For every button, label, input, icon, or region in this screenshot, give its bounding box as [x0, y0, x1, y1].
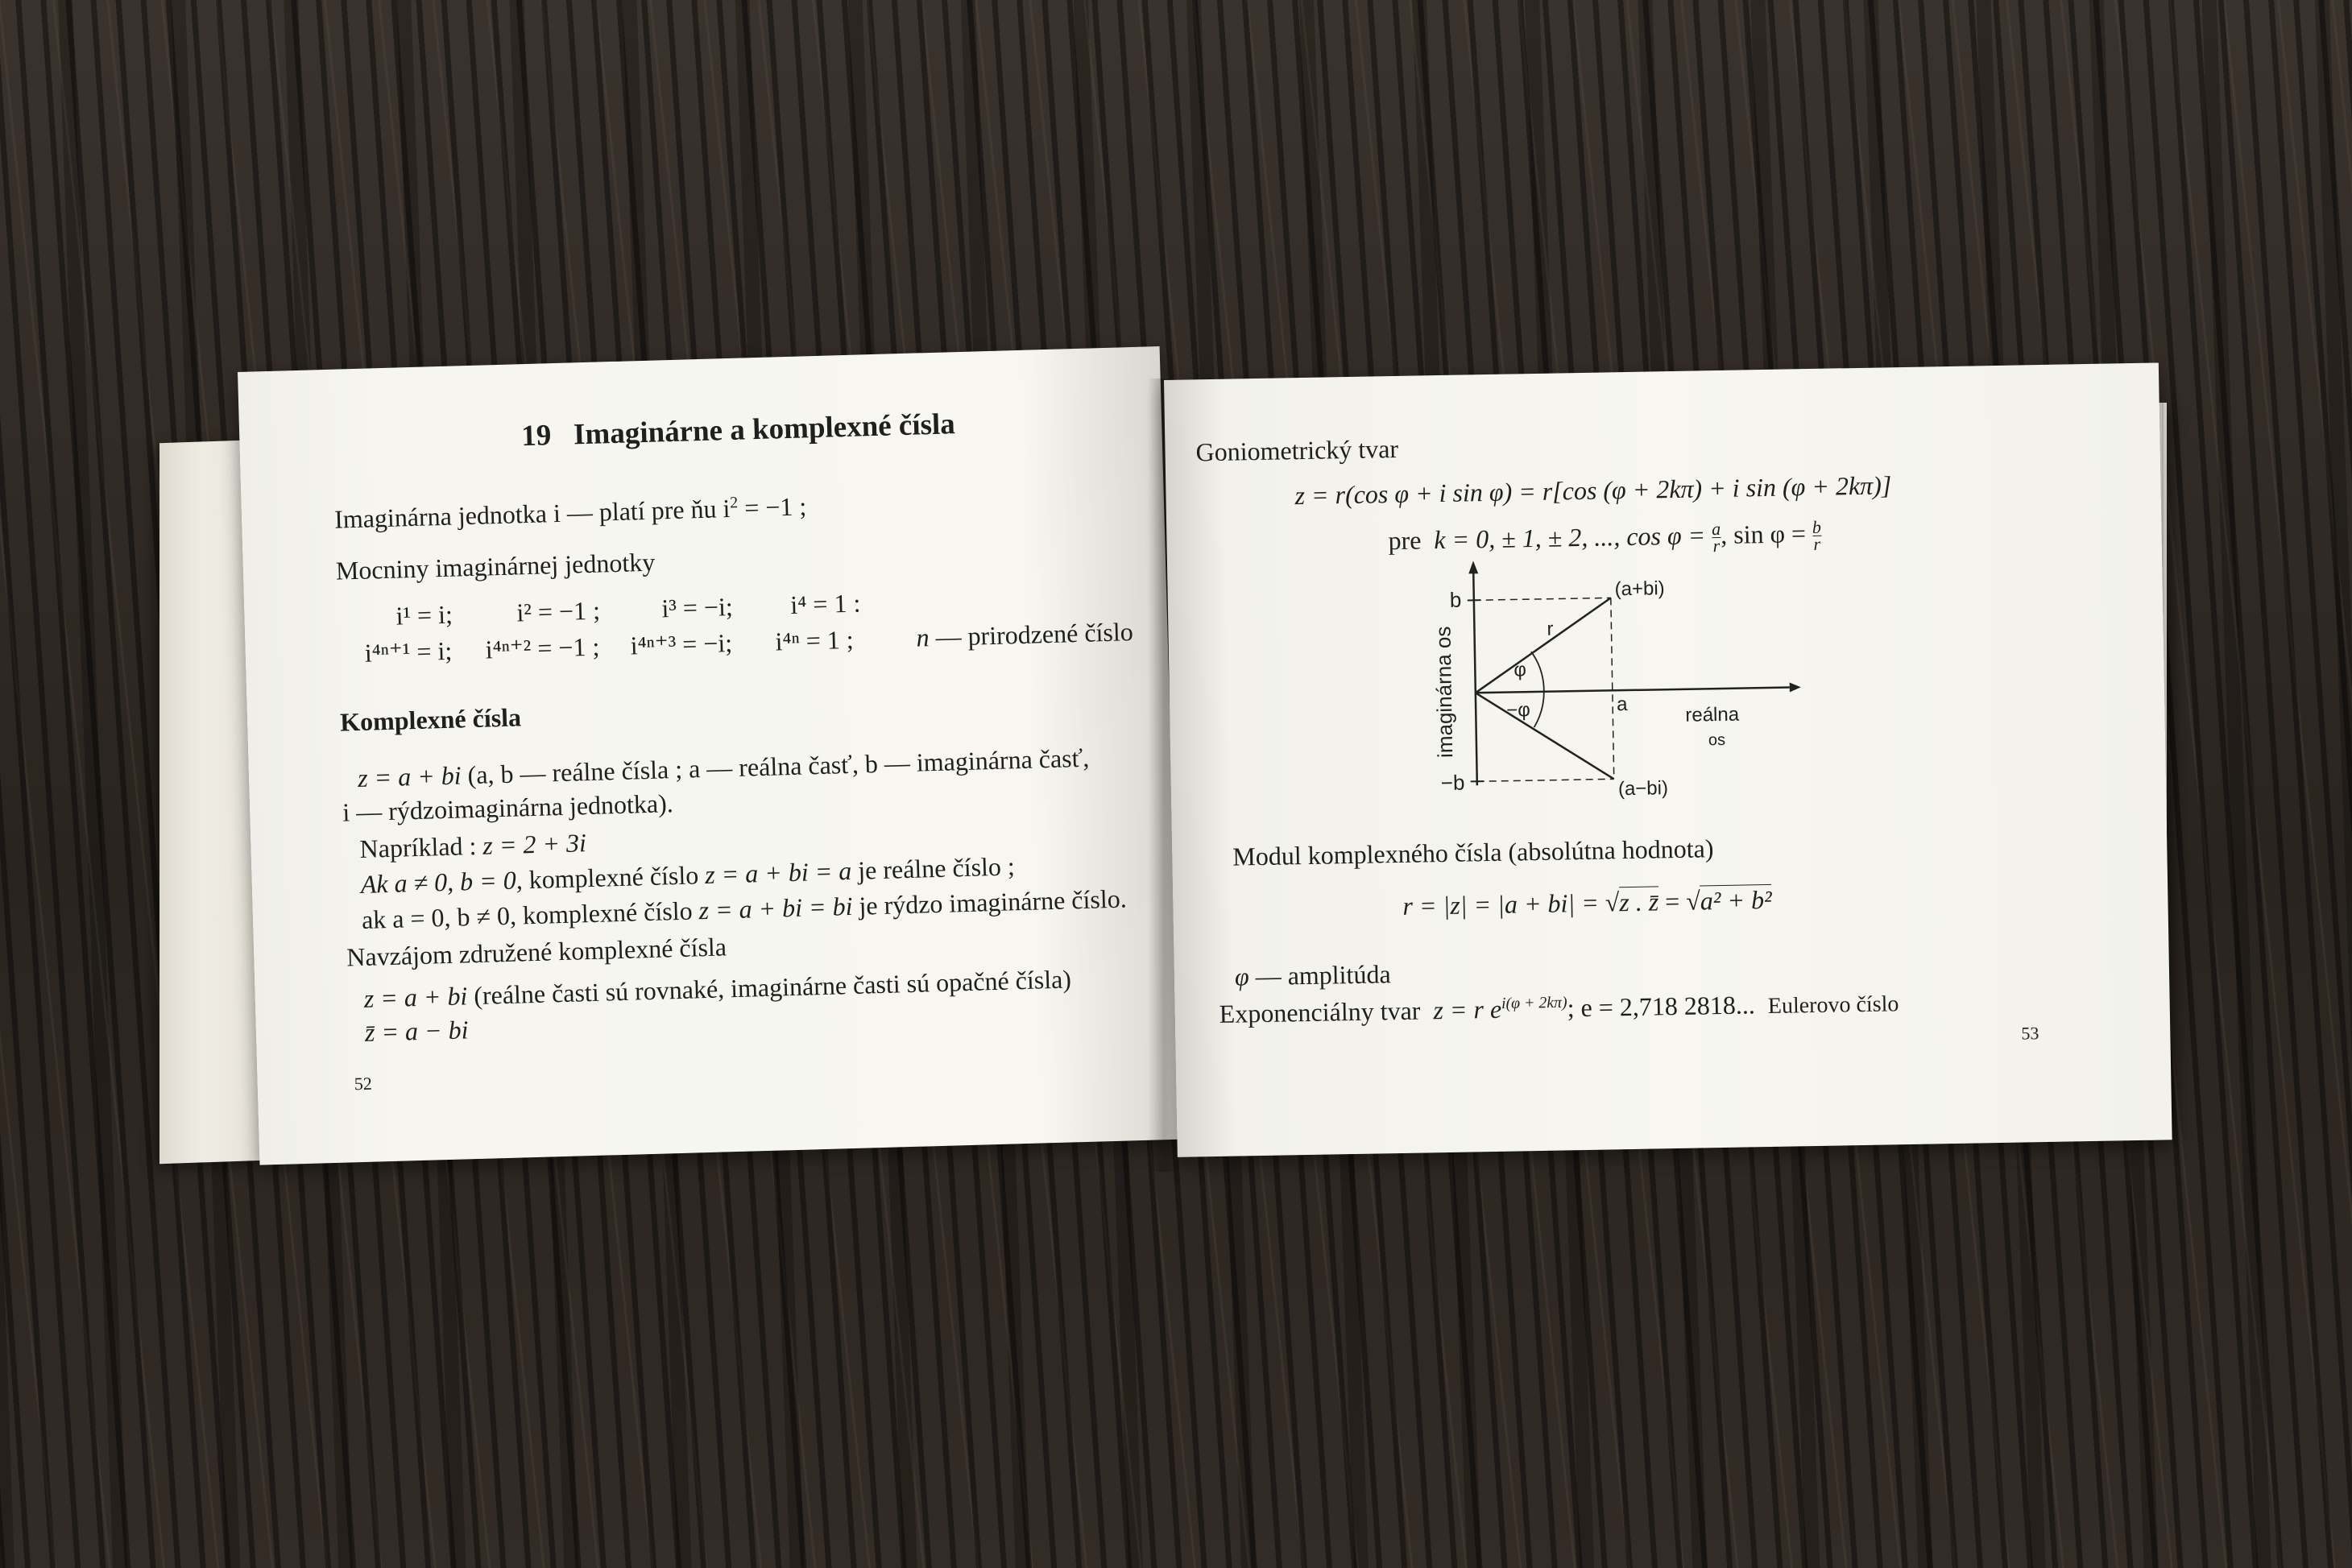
- label-minus-b: −b: [1440, 770, 1465, 796]
- conjugate-line-1: [363, 964, 1071, 1013]
- powers-heading: Mocniny imaginárnej jednotky: [335, 547, 656, 585]
- label-point-top: (a+bi): [1614, 577, 1665, 601]
- amplitude-text: — amplitúda: [1248, 959, 1391, 991]
- case-real-prefix: Ak a ≠ 0, b = 0,: [360, 865, 524, 899]
- fraction-numerator: b: [1812, 516, 1822, 538]
- complex-heading: Komplexné čísla: [339, 702, 522, 737]
- label-imaginary-axis: imaginárna os: [1431, 626, 1458, 759]
- case-real-text: komplexné číslo: [522, 860, 706, 895]
- guide-a: [1611, 598, 1614, 779]
- sqrt-sign: √: [1605, 887, 1620, 917]
- section-number: 19: [520, 419, 552, 453]
- section-heading: [521, 410, 955, 451]
- gonio-heading: Goniometrický tvar: [1195, 433, 1399, 467]
- power-cell: i² = −1 ;: [516, 595, 601, 627]
- power-cell: i⁴ⁿ⁺² = −1 ;: [485, 631, 600, 664]
- label-point-bottom: (a−bi): [1617, 777, 1669, 801]
- conjugate-formula-2: z̄ = a − bi: [364, 1015, 469, 1047]
- vector-z-conjugate: [1476, 690, 1614, 781]
- definition-line-2: i — rýdzoimaginárna jednotka).: [342, 788, 674, 827]
- power-cell: i³ = −i;: [660, 591, 734, 623]
- exponential-sup: i(φ + 2kπ): [1501, 993, 1567, 1013]
- complex-plane-diagram: [1369, 550, 1824, 808]
- case-real-tail: je reálne číslo ;: [851, 851, 1016, 885]
- euler-label: Eulerovo číslo: [1767, 991, 1899, 1020]
- page-53: [1164, 362, 2172, 1156]
- powers-row-1: [395, 589, 861, 631]
- case-imag-text: komplexné číslo: [516, 896, 700, 930]
- fraction-b-over-r: [1812, 516, 1822, 555]
- imaginary-axis-arrow: [1468, 561, 1478, 573]
- imag-unit-text: Imaginárna jednotka i — platí pre ňu i: [333, 494, 731, 534]
- gonio-sin: , sin φ =: [1720, 518, 1813, 549]
- definition-text: (a, b — reálne čísla ; a — reálna časť, b — imaginárna časť,: [461, 743, 1090, 790]
- label-real-axis-1: reálna: [1685, 703, 1740, 726]
- label-b: b: [1449, 587, 1462, 612]
- conjugate-heading: Navzájom združené komplexné čísla: [346, 932, 727, 972]
- fraction-denominator: r: [1813, 533, 1821, 555]
- imaginary-axis: [1473, 572, 1477, 785]
- label-real-axis-2: os: [1708, 730, 1726, 750]
- conjugate-formula-1: z = a + bi: [363, 981, 468, 1013]
- page-number-right: 53: [2021, 1023, 2039, 1044]
- page-number-left: 52: [354, 1073, 373, 1094]
- fraction-denominator: r: [1712, 536, 1721, 556]
- guide-b: [1474, 598, 1611, 600]
- gonio-formula: z = r(cos φ + i sin φ) = r[cos (φ + 2kπ) + i sin (φ + 2kπ)]: [1294, 470, 1892, 511]
- real-axis: [1476, 688, 1790, 693]
- gonio-k: k = 0, ± 1, ± 2, ..., cos φ =: [1434, 520, 1712, 555]
- conjugate-text: (reálne časti sú rovnaké, imaginárne časti sú opačné čísla): [466, 964, 1072, 1011]
- sqrt-body-zz: z . z̄: [1619, 887, 1659, 917]
- definition-line: [358, 743, 1090, 792]
- fraction-a-over-r: [1712, 521, 1721, 554]
- power-cell: i⁴ⁿ = 1 ;: [775, 624, 855, 656]
- case-imag-formula: z = a + bi = bi: [698, 891, 853, 925]
- modul-formula-lhs: r = |z| = |a + bi| =: [1402, 887, 1606, 921]
- power-cell: i⁴ = 1 :: [789, 588, 861, 619]
- page-52: [238, 346, 1182, 1165]
- case-imag-tail: je rýdzo imaginárne číslo.: [851, 883, 1128, 921]
- imag-unit-sup: 2: [729, 494, 739, 512]
- example-label: Napríklad :: [359, 830, 477, 863]
- power-cell: i¹ = i;: [395, 599, 453, 631]
- label-phi: φ: [1513, 659, 1527, 681]
- example-line: [359, 828, 586, 863]
- exponential-label: Exponenciálny tvar: [1219, 995, 1427, 1028]
- amplitude-var: φ: [1234, 962, 1249, 991]
- definition-formula: z = a + bi: [357, 760, 462, 793]
- case-imag-prefix: ak a = 0, b ≠ 0,: [361, 900, 517, 934]
- angle-phi-arc: [1531, 652, 1544, 692]
- gonio-pre: pre: [1388, 525, 1422, 556]
- exponential-formula: z = r e: [1433, 994, 1502, 1025]
- exponential-tail: ; e = 2,718 2818...: [1567, 990, 1756, 1023]
- fraction-numerator: a: [1711, 519, 1721, 540]
- case-real-formula: z = a + bi = a: [704, 855, 852, 890]
- power-cell: i⁴ⁿ⁺¹ = i;: [364, 635, 453, 668]
- example-formula: z = 2 + 3i: [482, 828, 587, 860]
- guide-minus-b: [1477, 779, 1614, 781]
- imag-unit-rest: = −1 ;: [737, 491, 807, 523]
- modul-eq: =: [1658, 886, 1687, 916]
- modul-formula: [1402, 885, 1772, 921]
- power-cell: i⁴ⁿ⁺³ = −i;: [630, 627, 733, 660]
- exponential-line: [1219, 987, 1899, 1031]
- label-r: r: [1547, 618, 1554, 640]
- angle-minus-phi-arc: [1534, 692, 1545, 727]
- powers-note: — prirodzené číslo: [929, 617, 1134, 652]
- modul-heading: Modul komplexného čísla (absolútna hodnota): [1232, 834, 1714, 871]
- sqrt-body-ab: a² + b²: [1700, 884, 1772, 916]
- section-title: Imaginárne a komplexné čísla: [573, 408, 956, 452]
- sqrt-sign: √: [1685, 886, 1701, 916]
- label-a: a: [1616, 693, 1628, 716]
- label-minus-phi: −φ: [1505, 699, 1531, 722]
- amplitude-line: [1235, 959, 1391, 991]
- imag-unit-line: [334, 491, 807, 533]
- powers-note-var: n: [916, 623, 930, 652]
- real-axis-arrow: [1790, 682, 1801, 692]
